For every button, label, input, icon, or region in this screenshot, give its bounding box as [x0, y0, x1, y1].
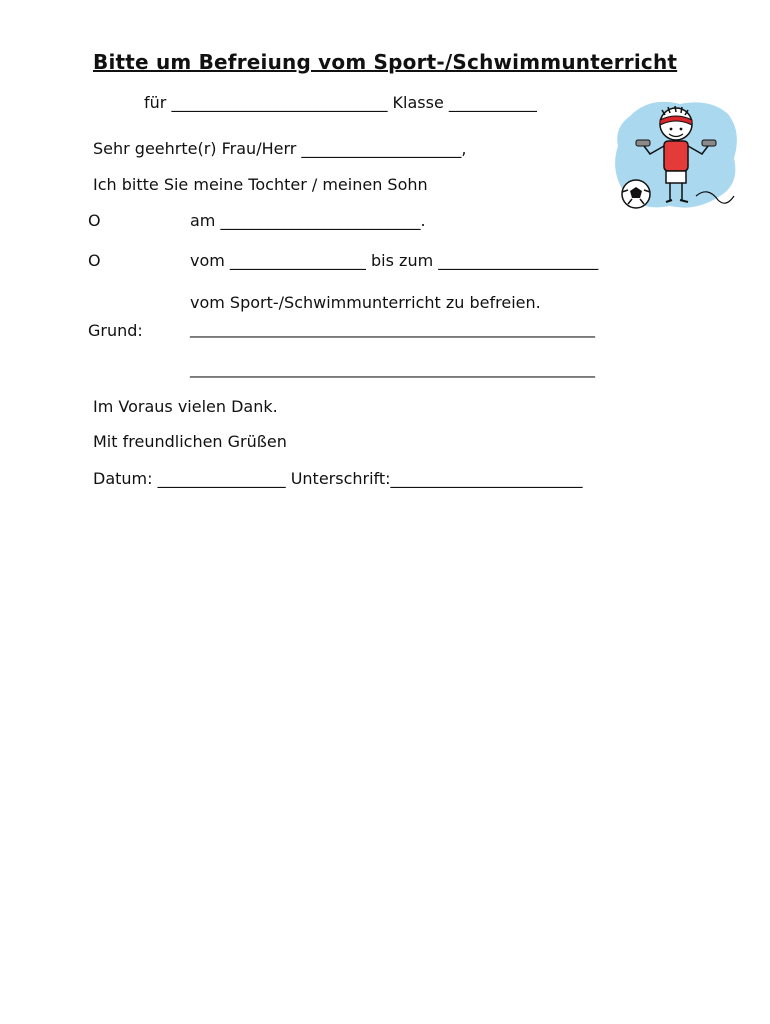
thanks-line: Im Voraus vielen Dank.: [93, 397, 278, 416]
form-title: Bitte um Befreiung vom Sport-/Schwimmunterricht: [93, 50, 678, 74]
option-am-marker: O: [88, 211, 101, 230]
boy-dumbbells-illustration: [610, 96, 742, 216]
reason-line-1: ______________________________________________________: [190, 320, 595, 338]
reason-line-2: ______________________________________________________: [190, 360, 595, 378]
closing-line: Mit freundlichen Grüßen: [93, 432, 287, 451]
option-vom-marker: O: [88, 251, 101, 270]
exemption-line: vom Sport-/Schwimmunterricht zu befreien.: [190, 293, 541, 312]
option-am-text: am _________________________.: [190, 211, 426, 230]
reason-label: Grund:: [88, 321, 143, 340]
date-signature-line: Datum: ________________ Unterschrift:________________________: [93, 469, 583, 488]
recipient-class-line: für ___________________________ Klasse ___________: [144, 93, 537, 112]
salutation-line: Sehr geehrte(r) Frau/Herr ____________________,: [93, 139, 467, 158]
request-line: Ich bitte Sie meine Tochter / meinen Sohn: [93, 175, 428, 194]
option-vom-text: vom _________________ bis zum ____________________: [190, 251, 599, 270]
